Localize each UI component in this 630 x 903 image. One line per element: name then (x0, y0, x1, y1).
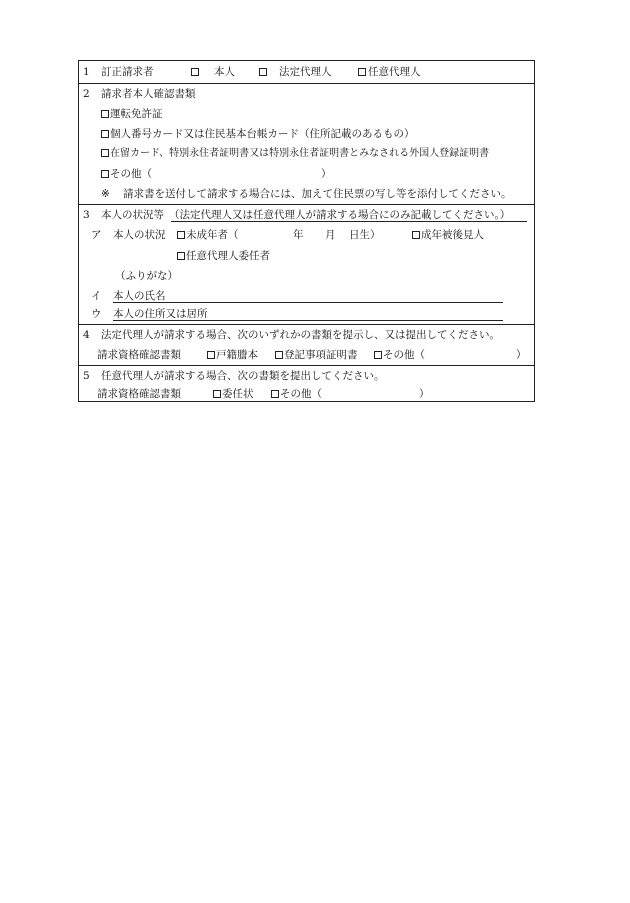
checkbox-icon[interactable] (177, 252, 185, 260)
section-number: 3 (83, 209, 90, 221)
option-label: 未成年者（ (186, 229, 239, 241)
section-principal-status (79, 204, 534, 325)
option-label: その他（ (383, 349, 425, 361)
other-close-paren: ） (516, 349, 527, 361)
checkbox-icon[interactable] (207, 351, 215, 359)
checkbox-icon[interactable] (101, 170, 109, 178)
option-label: 戸籍謄本 (216, 349, 258, 361)
furigana-label: （ふりがな） (115, 270, 178, 282)
option-registry-certificate[interactable] (275, 350, 358, 361)
option-label: その他（ (280, 388, 322, 400)
option-drivers-license[interactable] (101, 109, 163, 120)
section-title-note: （法定代理人又は任意代理人が請求する場合にのみ記載してください。） (169, 209, 511, 221)
section-voluntary-agent-docs (79, 365, 534, 403)
checkbox-icon[interactable] (358, 68, 366, 76)
item-u-label: 本人の住所又は居所 (113, 308, 208, 320)
option-label: 運転免許証 (110, 108, 163, 120)
section-title: 法定代理人が請求する場合、次のいずれかの書類を提示し、又は提出してください。 (101, 329, 500, 341)
checkbox-legal-agent[interactable] (259, 67, 268, 78)
option-voluntary-agent-label: 任意代理人 (368, 66, 421, 78)
checkbox-icon[interactable] (275, 351, 283, 359)
correction-request-form (78, 60, 535, 402)
checkbox-icon[interactable] (259, 68, 267, 76)
checkbox-icon[interactable] (271, 390, 279, 398)
option-self-label: 本人 (214, 66, 235, 78)
checkbox-self[interactable] (191, 67, 200, 78)
option-minor[interactable] (177, 230, 239, 241)
section-id-documents (79, 83, 534, 205)
other-close-paren: ） (419, 388, 430, 400)
option-label: 成年被後見人 (421, 229, 484, 241)
other-close-paren: ） (321, 168, 332, 180)
note-mark: ※ (101, 188, 110, 200)
section-number: 1 (83, 66, 90, 78)
checkbox-icon[interactable] (101, 130, 109, 138)
principal-address-field[interactable] (113, 320, 503, 321)
birth-month-label: 月 (325, 229, 336, 241)
note-text: 請求書を送付して請求する場合には、加えて住民票の写し等を添付してください。 (123, 188, 512, 200)
option-adult-ward[interactable] (412, 230, 484, 241)
section-title: 訂正請求者 (101, 66, 154, 78)
section-title: 請求者本人確認書類 (101, 88, 196, 100)
section-requester (79, 61, 534, 84)
checkbox-icon[interactable] (374, 351, 382, 359)
option-label: 委任状 (222, 388, 254, 400)
qualification-docs-label: 請求資格確認書類 (97, 388, 181, 400)
item-i-label: 本人の氏名 (113, 290, 166, 302)
section-number: 2 (83, 88, 90, 100)
checkbox-icon[interactable] (101, 149, 109, 157)
option-label: 登記事項証明書 (284, 349, 358, 361)
item-a-label: 本人の状況 (113, 229, 166, 241)
principal-name-field[interactable] (113, 302, 503, 303)
section-number: 5 (83, 370, 90, 382)
item-a-mark: ア (91, 229, 102, 241)
option-label: 任意代理人委任者 (186, 250, 270, 262)
item-i-mark: イ (91, 290, 102, 302)
section-title: 任意代理人が請求する場合、次の書類を提出してください。 (101, 370, 385, 382)
option-label: その他（ (110, 168, 152, 180)
checkbox-icon[interactable] (101, 110, 109, 118)
option-other-document[interactable] (101, 169, 152, 180)
checkbox-icon[interactable] (213, 390, 221, 398)
birth-year-label: 年 (293, 229, 304, 241)
title-note-underline (171, 221, 527, 222)
option-koseki[interactable] (207, 350, 258, 361)
checkbox-icon[interactable] (412, 231, 420, 239)
option-power-of-attorney[interactable] (213, 389, 254, 400)
option-legal-agent-label: 法定代理人 (279, 66, 332, 78)
checkbox-voluntary-agent[interactable] (358, 67, 367, 78)
checkbox-icon[interactable] (177, 231, 185, 239)
option-mynumber-card[interactable] (101, 129, 415, 140)
option-label: 在留カード、特別永住者証明書又は特別永住者証明書とみなされる外国人登録証明書 (110, 148, 490, 159)
option-voluntary-principal[interactable] (177, 251, 270, 262)
section-legal-agent-docs (79, 324, 534, 366)
section-number: 4 (83, 329, 90, 341)
option-other[interactable] (374, 350, 425, 361)
checkbox-icon[interactable] (191, 68, 199, 76)
qualification-docs-label: 請求資格確認書類 (97, 349, 181, 361)
option-other[interactable] (271, 389, 322, 400)
item-u-mark: ウ (91, 308, 102, 320)
option-residence-card[interactable] (101, 149, 489, 159)
birth-day-label: 日生） (349, 229, 381, 241)
option-label: 個人番号カード又は住民基本台帳カード（住所記載のあるもの） (110, 128, 415, 140)
section-title: 本人の状況等 (101, 209, 164, 221)
